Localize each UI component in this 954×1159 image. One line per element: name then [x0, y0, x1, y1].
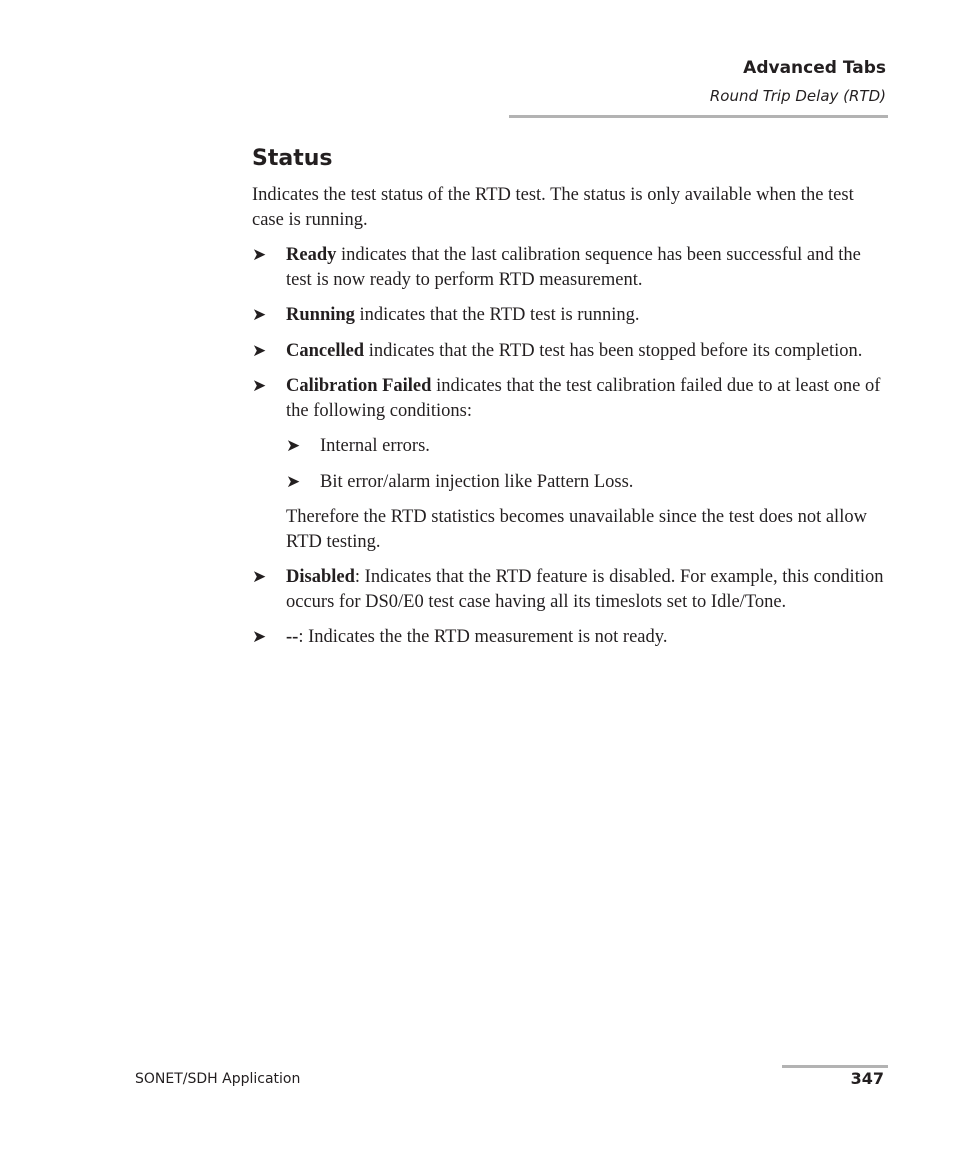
arrow-bullet-icon: ➤: [252, 567, 267, 587]
arrow-bullet-icon: ➤: [252, 376, 267, 396]
header-rule: [509, 115, 888, 118]
list-item: [252, 565, 888, 614]
arrow-bullet-icon: ➤: [286, 436, 301, 456]
item-term: Running: [286, 305, 355, 325]
list-item: [252, 625, 888, 650]
item-term: Cancelled: [286, 340, 365, 361]
item-term: Disabled: [286, 567, 355, 587]
item-term: Calibration Failed: [286, 376, 432, 396]
sub-item-text: Bit error/alarm injection like Pattern Loss.: [320, 471, 634, 492]
sub-item-text: Internal errors.: [320, 436, 430, 456]
item-text: : Indicates that the RTD feature is disabled. For example, this condition occurs for DS0/E0 test case having all its timeslots set to Idle/Tone.: [286, 567, 884, 612]
section-intro: Indicates the test status of the RTD test. The status is only available when the test case is running.: [252, 185, 854, 230]
item-term: --: [286, 627, 299, 647]
arrow-bullet-icon: ➤: [252, 305, 267, 325]
sub-list-item: [286, 470, 888, 495]
calibration-note: Therefore the RTD statistics becomes unavailable since the test does not allow RTD testing.: [286, 507, 867, 552]
arrow-bullet-icon: ➤: [252, 340, 267, 361]
item-text: : Indicates the the RTD measurement is not ready.: [298, 627, 668, 647]
sub-list-item: [286, 434, 888, 459]
arrow-bullet-icon: ➤: [286, 471, 301, 492]
running-header-subtitle: Round Trip Delay (RTD): [709, 87, 886, 105]
item-text: indicates that the test calibration failed due to at least one of the following conditions:: [286, 376, 881, 421]
list-item: [252, 243, 888, 292]
list-item: [252, 303, 888, 328]
section-heading: Status: [252, 146, 333, 171]
footer-rule: [782, 1065, 888, 1068]
item-text: indicates that the RTD test has been stopped before its completion.: [364, 340, 863, 361]
page-content: [252, 146, 888, 661]
arrow-bullet-icon: ➤: [252, 627, 267, 647]
item-term: Ready: [286, 245, 337, 265]
footer-doc-title: SONET/SDH Application: [135, 1071, 301, 1087]
running-header-title: Advanced Tabs: [743, 58, 886, 78]
list-item: [252, 374, 888, 554]
page-number: 347: [850, 1069, 884, 1088]
item-text: indicates that the RTD test is running.: [354, 305, 640, 325]
list-item: [252, 339, 888, 364]
item-text: indicates that the last calibration sequence has been successful and the test is now ready to perform RTD measurement.: [286, 245, 861, 290]
arrow-bullet-icon: ➤: [252, 245, 267, 265]
